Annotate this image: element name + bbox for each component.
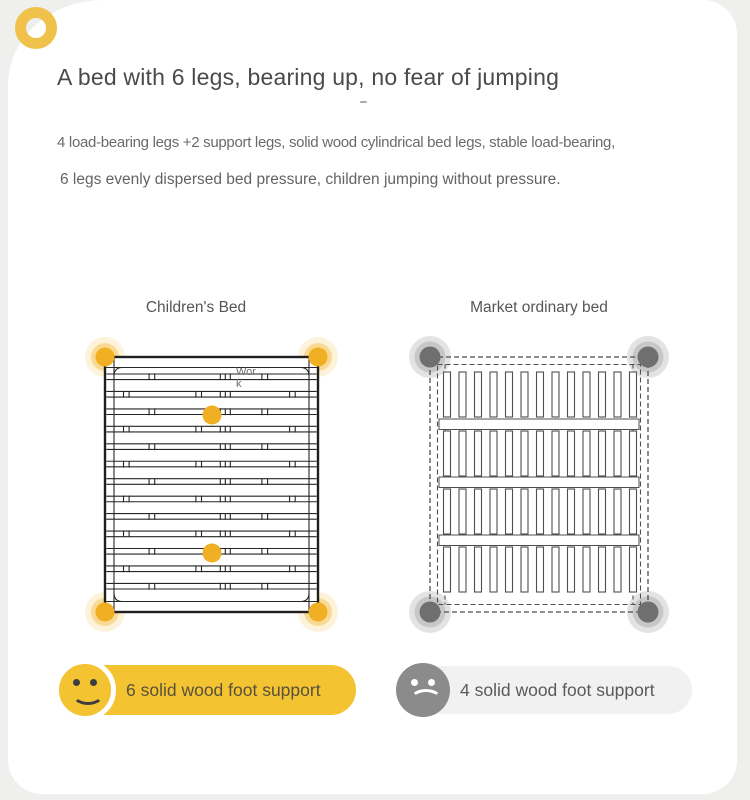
watermark-text: Work <box>236 366 256 391</box>
description-line-2: 6 legs evenly dispersed bed pressure, children jumping without pressure. <box>60 171 561 188</box>
description-line-1: 4 load-bearing legs +2 support legs, solid wood cylindrical bed legs, stable load-bearing, <box>57 134 615 151</box>
children-bed-label: Children's Bed <box>145 299 247 316</box>
ordinary-bed-badge-label: 4 solid wood foot support <box>460 680 655 700</box>
sad-eye-right <box>428 679 435 686</box>
children-bed-diagram <box>75 330 340 640</box>
sad-face-icon <box>396 663 450 717</box>
title-dash-mark <box>360 101 367 103</box>
smiley-mouth <box>72 683 104 705</box>
children-bed-badge-label: 6 solid wood foot support <box>126 680 321 700</box>
ordinary-bed-diagram <box>395 330 685 640</box>
sad-eye-left <box>411 679 418 686</box>
sad-mouth <box>410 689 442 710</box>
smiley-face-icon <box>54 659 116 721</box>
page-title: A bed with 6 legs, bearing up, no fear of jumping <box>57 64 560 90</box>
yellow-ring-icon <box>15 7 57 49</box>
ordinary-bed-badge <box>398 666 692 714</box>
ordinary-bed-label: Market ordinary bed <box>470 299 608 316</box>
children-bed-badge <box>70 665 356 715</box>
